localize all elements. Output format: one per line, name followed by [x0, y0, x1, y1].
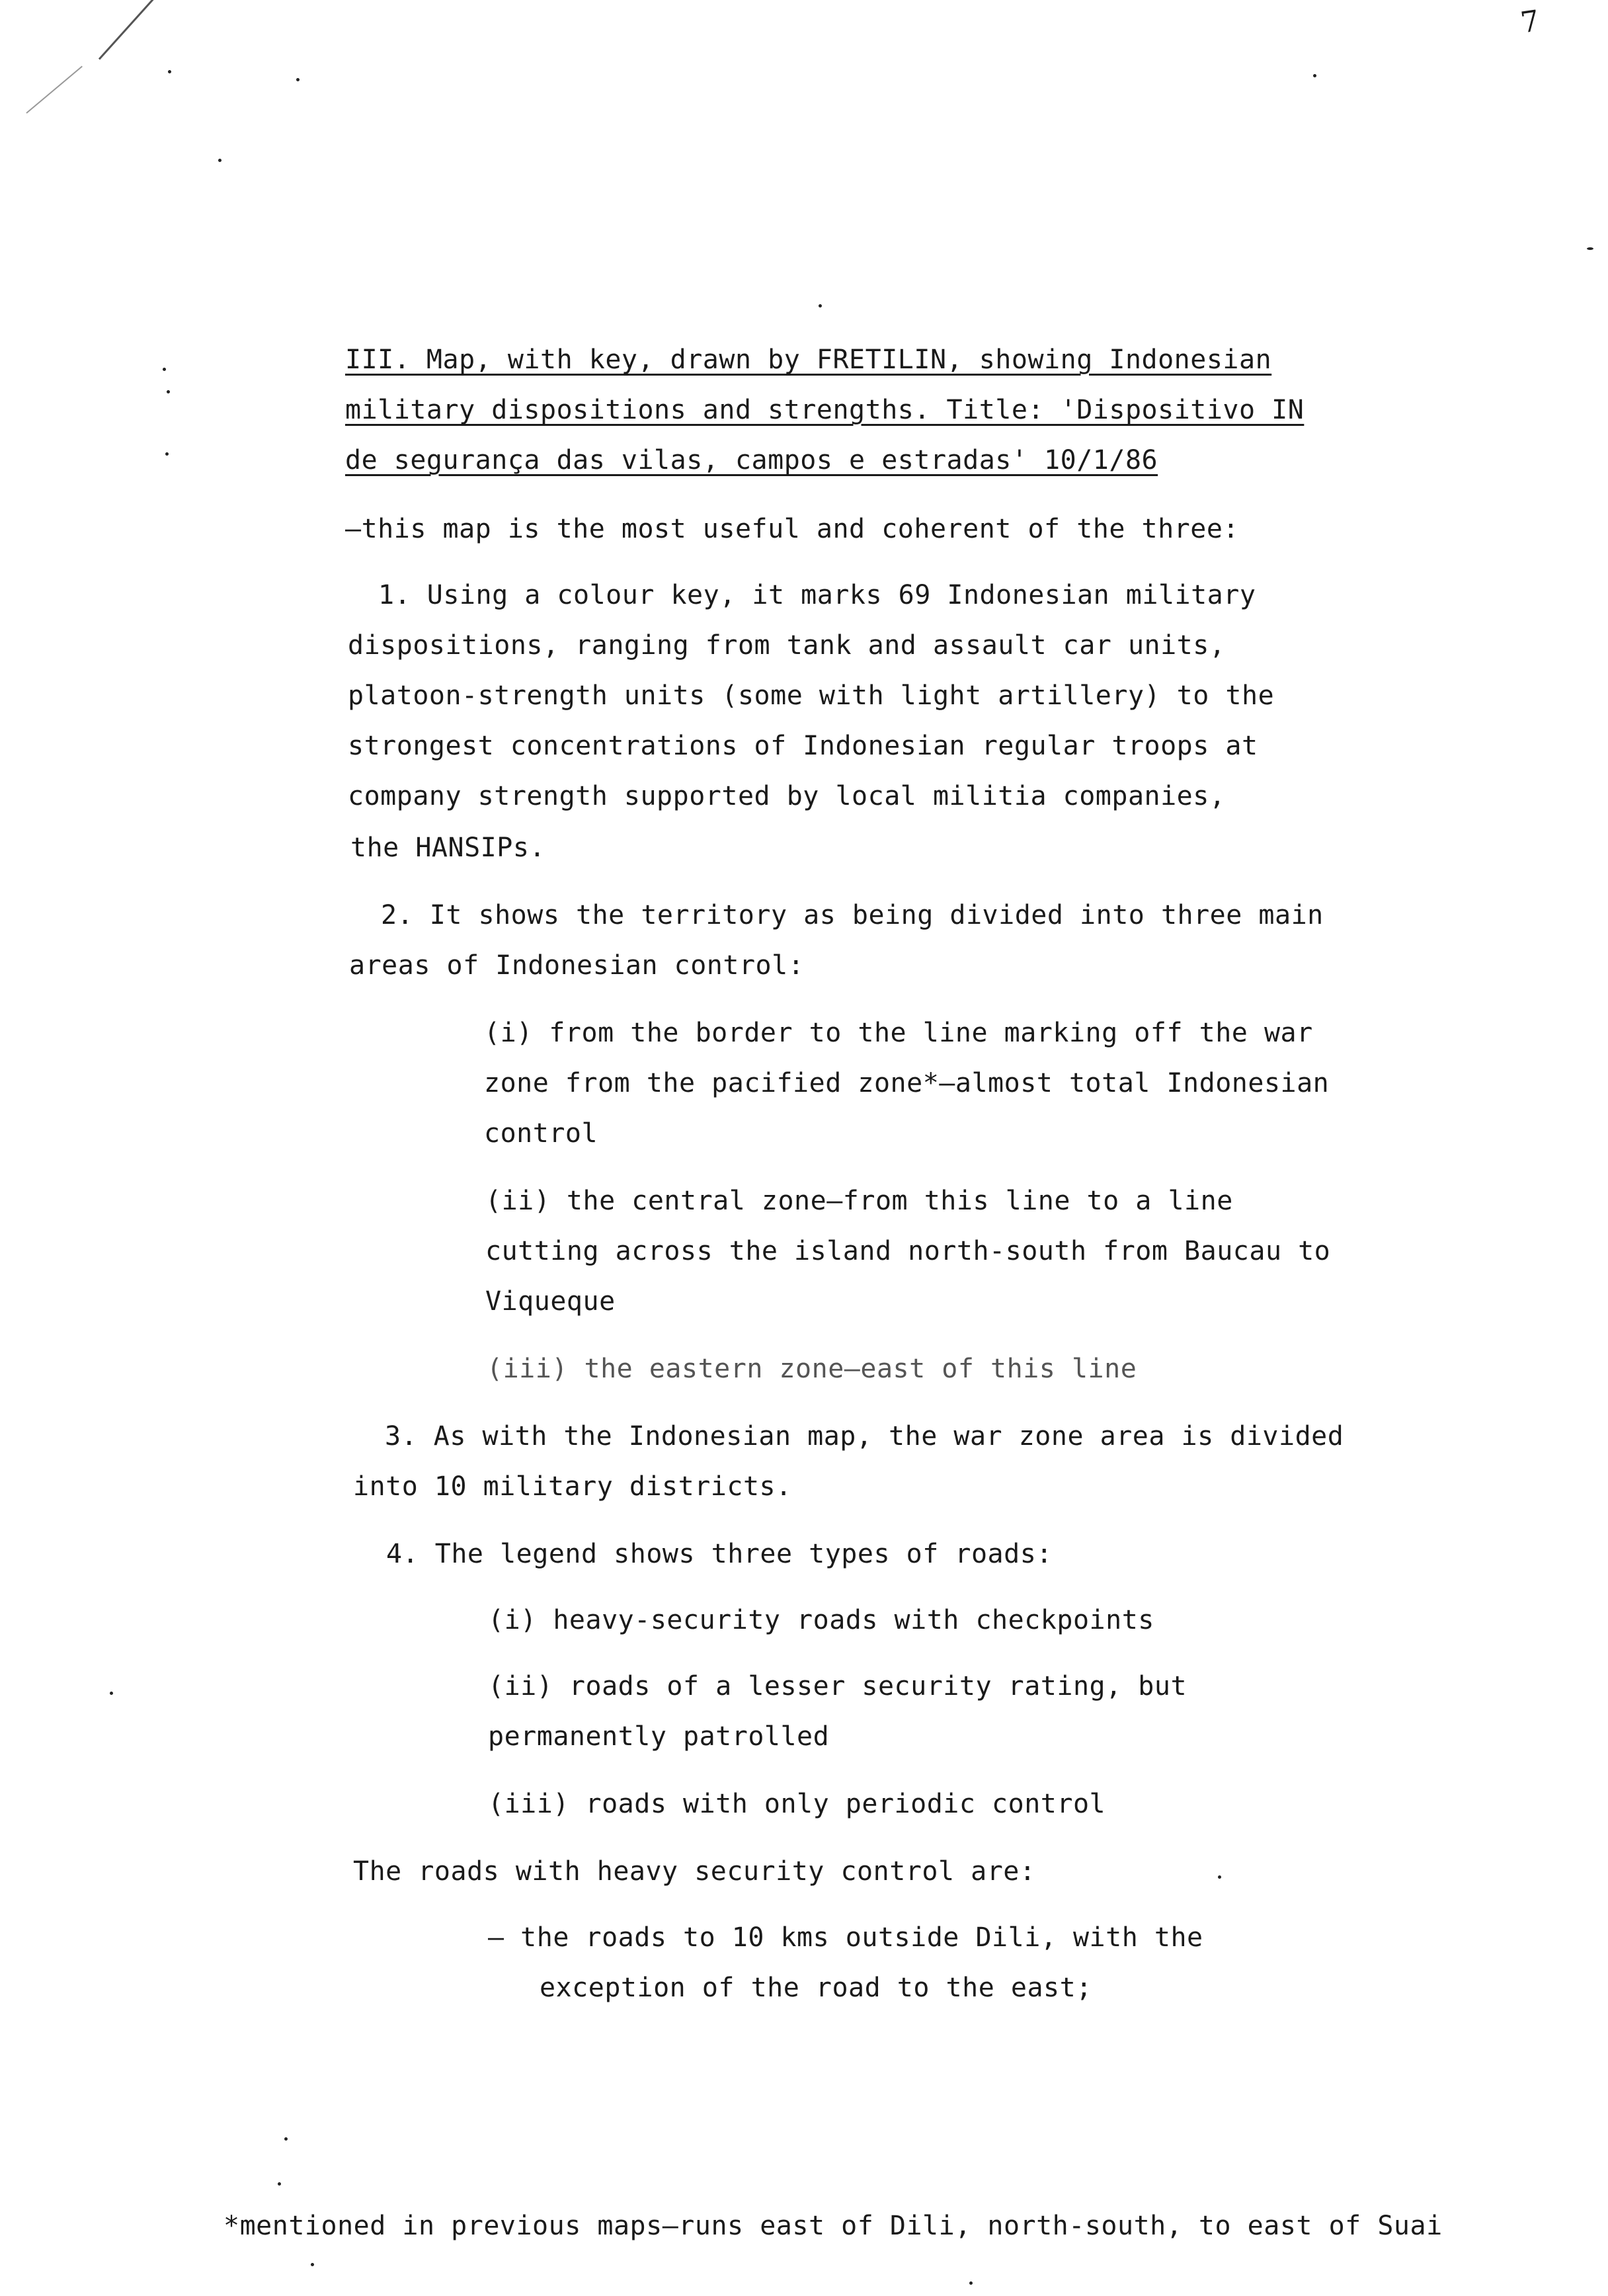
- point-4-subitem-ii: (ii) roads of a lesser security rating, but: [488, 1671, 1187, 1702]
- point-1-line: dispositions, ranging from tank and assault car units,: [348, 630, 1226, 661]
- point-3-line: 3. As with the Indonesian map, the war zone area is divided: [385, 1421, 1344, 1452]
- point-3-line: into 10 military districts.: [353, 1471, 792, 1502]
- point-4-line: 4. The legend shows three types of roads:: [386, 1539, 1053, 1569]
- point-2-line: 2. It shows the territory as being divided into three main: [381, 900, 1324, 930]
- point-4-subitem-i: (i) heavy-security roads with checkpoints: [488, 1605, 1154, 1635]
- point-1-line: platoon-strength units (some with light artillery) to the: [348, 680, 1275, 711]
- point-2-subitem-i: zone from the pacified zone*—almost total Indonesian: [484, 1068, 1330, 1098]
- scan-scratch-mark: [99, 0, 157, 60]
- point-2-subitem-i: control: [484, 1118, 598, 1149]
- point-1-line: 1. Using a colour key, it marks 69 Indonesian military: [378, 580, 1256, 610]
- roads-intro: The roads with heavy security control are:: [353, 1856, 1036, 1887]
- road-item: — the roads to 10 kms outside Dili, with the: [488, 1922, 1203, 1953]
- heading-line-2: military dispositions and strengths. Title: 'Dispositivo IN: [345, 395, 1305, 425]
- scan-scratch-mark: [26, 66, 83, 114]
- page-number: 7: [1518, 4, 1542, 40]
- intro-text: —this map is the most useful and coherent of the three:: [345, 514, 1240, 544]
- point-2-line: areas of Indonesian control:: [349, 950, 805, 981]
- point-2-subitem-ii: cutting across the island north-south from Baucau to: [485, 1236, 1331, 1266]
- point-4-subitem-iii: (iii) roads with only periodic control: [488, 1789, 1106, 1819]
- footnote: *mentioned in previous maps—runs east of Dili, north-south, to east of Suai: [223, 2211, 1443, 2241]
- heading-line-1: III. Map, with key, drawn by FRETILIN, showing Indonesian: [345, 345, 1272, 375]
- point-1-line: strongest concentrations of Indonesian regular troops at: [348, 731, 1258, 761]
- point-2-subitem-ii: (ii) the central zone—from this line to a line: [485, 1186, 1233, 1216]
- point-2-subitem-i: (i) from the border to the line marking off the war: [484, 1018, 1313, 1048]
- point-1-line: the HANSIPs.: [350, 833, 545, 863]
- point-4-subitem-ii: permanently patrolled: [488, 1721, 830, 1752]
- point-1-line: company strength supported by local militia companies,: [348, 781, 1226, 811]
- point-2-subitem-iii: (iii) the eastern zone—east of this line: [487, 1354, 1137, 1384]
- heading-line-3: de segurança das vilas, campos e estradas' 10/1/86: [345, 445, 1158, 475]
- point-2-subitem-ii: Viqueque: [485, 1286, 616, 1317]
- road-item: exception of the road to the east;: [540, 1973, 1092, 2003]
